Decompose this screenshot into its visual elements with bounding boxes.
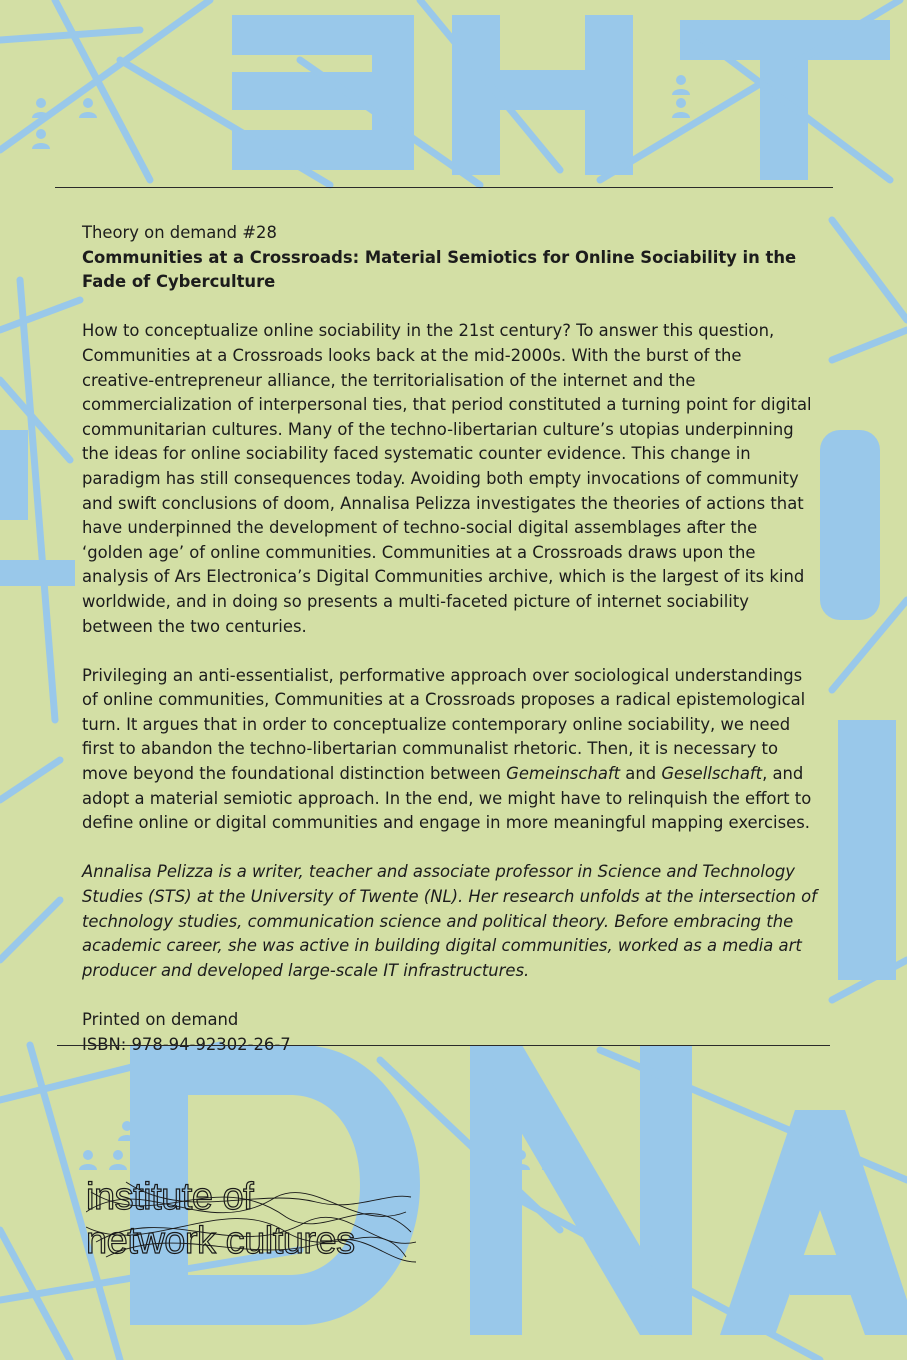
description-paragraph-1: How to conceptualize online sociability in the 21st century? To answer this question, Communities at a Crossroads looks back at the mid-2000s. With the burst of the creative-entrepreneur alliance, the territorialisation of the internet and the commercialization of interpersonal ties, that period constituted a turning point for digital communitarian cultures. Many of the techno-libertarian culture’s utopias underpinning the ideas for online sociability faced systematic counter evidence. This change in paradigm has still consequences today. Avoiding both empty invocations of community and swift conclusions of doom, Annalisa Pelizza investigates the theories of actions that have underpinned the development of techno-social digital assemblages after the ‘golden age’ of online communities. Communities at a Crossroads draws upon the analysis of Ars Electronica’s Digital Communities archive, which is the largest of its kind worldwide, and in doing so presents a multi-faceted picture of internet sociability between the two centuries. xyxy=(82,321,812,636)
person-icon xyxy=(79,1150,97,1170)
logo-text-line-1: institute of xyxy=(86,1176,254,1218)
person-icon xyxy=(32,98,50,118)
paragraph-2-text-a: Privileging an anti-essentialist, performative approach over sociological understandings of online communities, Communities at a Crossroads proposes a radical epistemological turn. It argues that in order to conceptualize contemporary online sociability, we need first to abandon the techno-libertarian communalist rhetoric. Then, it is necessary to move beyond the foundational distinction between xyxy=(82,665,806,784)
top-divider xyxy=(55,187,833,188)
logo-text-line-2: network cultures xyxy=(86,1220,355,1262)
person-icon xyxy=(32,129,50,149)
paragraph-2-text-b: and xyxy=(620,764,662,784)
term-gemeinschaft: Gemeinschaft xyxy=(506,764,621,784)
term-gesellschaft: Gesellschaft xyxy=(661,764,763,784)
person-icon xyxy=(79,98,97,118)
book-title: Communities at a Crossroads: Material Semiotics for Online Sociability in the Fade of Cyberculture xyxy=(82,247,797,292)
author-bio: Annalisa Pelizza is a writer, teacher and associate professor in Science and Technology Studies (STS) at the University of Twente (NL). Her research unfolds at the intersection of technology studies, communication science and political theory. Before embracing the academic career, she was active in building digital communities, worked as a media art producer and developed large-scale IT infrastructures. xyxy=(82,862,817,980)
person-icon xyxy=(672,98,690,118)
back-cover-text xyxy=(82,221,817,1057)
description-paragraph-2 xyxy=(82,664,817,836)
print-note: Printed on demand xyxy=(82,1010,239,1029)
publisher-logo xyxy=(86,1172,416,1272)
isbn: ISBN: 978-94-92302-26-7 xyxy=(82,1034,291,1054)
paragraph-2-text-c: , and adopt a material semiotic approach. In the end, we might have to relinquish the effort to define online or digital communities and engage in more meaningful mapping exercises. xyxy=(82,764,812,833)
series-label: Theory on demand #28 xyxy=(82,223,277,242)
person-icon xyxy=(109,1150,127,1170)
bottom-divider xyxy=(57,1045,830,1046)
person-icon xyxy=(672,75,690,95)
